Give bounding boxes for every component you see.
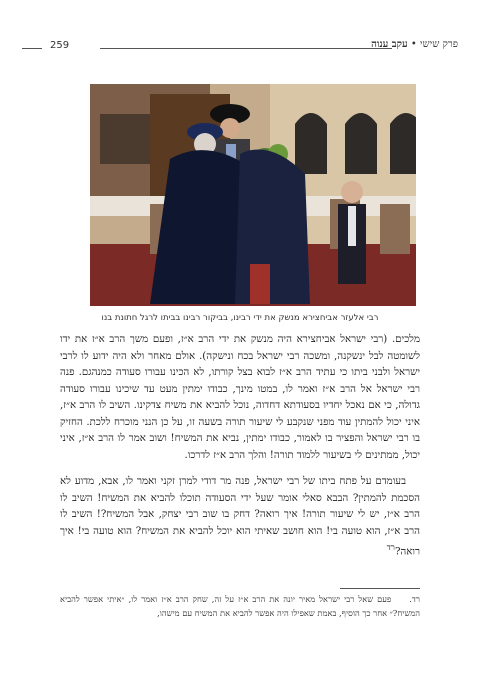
book-section-title: עקב ענוה xyxy=(371,39,408,50)
footnote-separator xyxy=(340,588,420,589)
footnote-text: פעם שאל רבי ישראל מאיר יונה את הרב א״ז על זה, שחק הרב א״ז ואמר לו, ״איתי אפשר להביא המשיח?״ אחר כך הוסיף, באמת שאפילו היה אפשר להביא את המשיח עם מישהו, xyxy=(60,594,420,618)
header-rule-middle xyxy=(100,48,392,49)
chapter-label: פרק שישי xyxy=(419,39,458,50)
footnote-marker: רד. xyxy=(409,594,420,604)
main-text xyxy=(60,332,420,571)
paragraph-1: מלכים. (רבי ישראל אביחצירא היה מנשק את ידי הרב א״ז, ופעם משך הרב א״ז את ידו לשומטה לבל ינשקנה, ומשכה רבי ישראל בכח ונישקה). אולם מאחר ולא היה ידוע לו לרבי ישראל ולבני ביתו כי עתיד הרב א״ז לבוא בצל קורתו, לא הכינו עבורו סעודה כמנהגם. פנה רבי ישראל אל הרב א״ז ואמר לו, במטו מינך, כבודו ימתין מעט עד שיכינו עבורו סעודה גדולה, כי אם נאכל יחדיו בסעודתא דחדוה, נוכל להביא את משיח צדקינו. השיב לו הרב א״ז, איני יכול להמתין עוד מפני שנקבע לי שיעור תורה בשעה זו, על כן הנני מוכרח ללכת. החזיק בו רבי ישראל והפציר בו לאמור, כבודו ימתין, נביא את המשיח! ושוב אמר לו הרב א״ז, איני יכול, ממתינים לי בשיעור ללמוד תורה! והלך הרב א״ז לדרכו. xyxy=(60,334,420,461)
header-separator: • xyxy=(410,39,417,50)
paragraph-2-text: בעומדם על פתח ביתו של רבי ישראל, פנה מר דודי למרן זקני ואמר לו, אבא, מדוע לא הסכמת להמתין? הבבא סאלי אומר שעל ידי הסעודה תוכלו להביא את המשיח! השיב לו הרב א״ז, יש לי שיעור תורה! איך רואה? דחק בו שוב רבי יצחק, אבל המשיח?! השיב לו הרב א״ז, הוא טועה בי! הוא חושב שאיתי הוא יוכל להביא את המשיח? הוא טועה בי! איך רואה? xyxy=(60,476,420,558)
page-number: 259 xyxy=(50,40,70,51)
paragraph-2 xyxy=(60,474,420,561)
photograph xyxy=(90,84,416,306)
photo-caption: רבי אלעזר אביחצירא מנשק את ידי רבינו, בביקור רבינו בביתו לרגל חתונת בנו xyxy=(101,313,379,323)
running-header xyxy=(22,40,458,54)
running-head-text xyxy=(371,39,458,50)
photo-illustration xyxy=(90,84,416,306)
footnote-reference: רד xyxy=(386,543,395,553)
header-rule-left xyxy=(22,48,42,49)
footnote xyxy=(60,592,420,620)
